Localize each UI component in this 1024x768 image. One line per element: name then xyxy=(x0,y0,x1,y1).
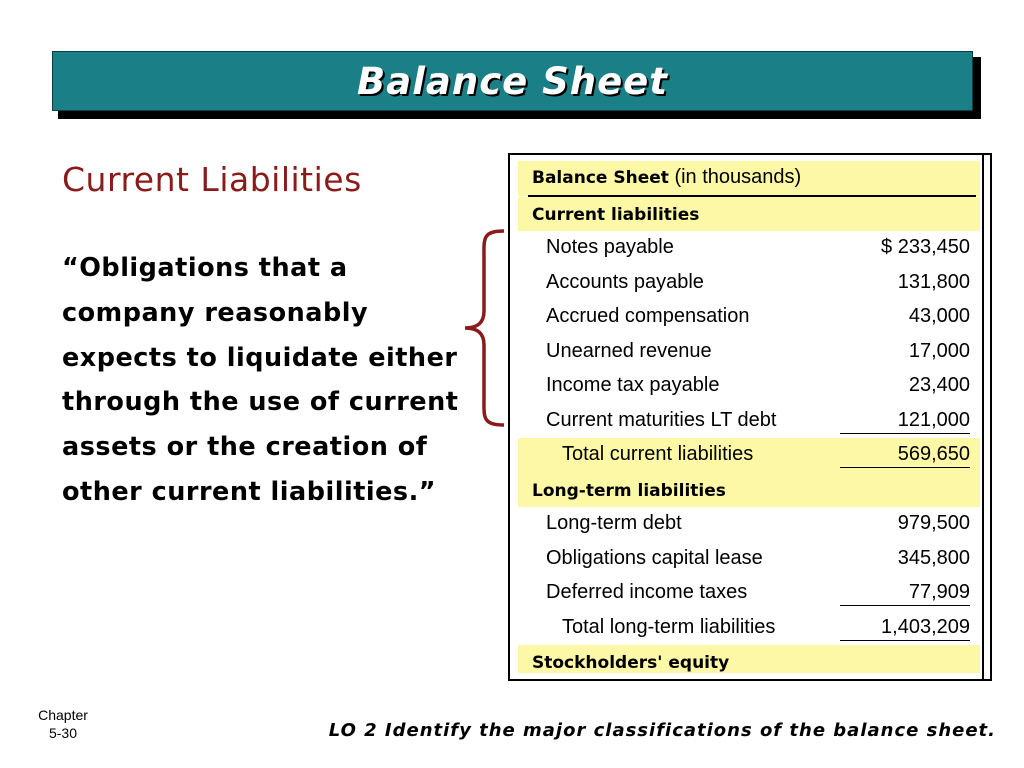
table-edge xyxy=(982,155,984,679)
row-value: 17,000 xyxy=(908,339,970,362)
row-value: 43,000 xyxy=(908,305,970,327)
row-label: Accounts payable xyxy=(546,270,704,293)
chapter-number: 5-30 xyxy=(48,725,78,741)
balance-sheet-body xyxy=(518,161,980,673)
row-value: 77,909 xyxy=(840,581,970,606)
table-row xyxy=(518,542,980,577)
row-label: Notes payable xyxy=(546,236,674,258)
table-row xyxy=(518,266,980,301)
row-value: 131,800 xyxy=(897,270,970,293)
row-value: $ 233,450 xyxy=(881,236,970,258)
longterm-total-row xyxy=(518,611,980,646)
table-row xyxy=(518,231,980,266)
longterm-total-label: Total long-term liabilities xyxy=(562,615,776,638)
chapter-word: Chapter xyxy=(38,707,88,723)
section-heading: Current Liabilities xyxy=(62,160,362,199)
title-bar xyxy=(52,51,973,111)
definition-quote: “Obligations that a company reasonably expects to liquidate either through the use of current assets or the creation of other current liabilities.” xyxy=(62,253,459,507)
current-total-value: 569,650 xyxy=(840,443,970,468)
table-row xyxy=(518,576,980,611)
slide-title: Balance Sheet xyxy=(357,59,668,103)
chapter-label xyxy=(28,706,98,742)
row-label: Current maturities LT debt xyxy=(546,408,777,431)
table-unit: (in thousands) xyxy=(668,166,802,188)
balance-sheet-table xyxy=(508,153,992,681)
longterm-liabilities-heading: Long-term liabilities xyxy=(532,480,726,501)
row-value: 345,800 xyxy=(897,546,970,569)
row-label: Deferred income taxes xyxy=(546,581,748,603)
row-label: Income tax payable xyxy=(546,374,720,396)
table-row xyxy=(518,369,980,404)
table-title-bold: Balance Sheet xyxy=(532,168,669,188)
current-liabilities-heading: Current liabilities xyxy=(532,204,700,225)
table-row xyxy=(518,335,980,370)
learning-objective: LO 2 Identify the major classifications of the balance sheet. xyxy=(328,720,996,741)
longterm-liabilities-heading-row xyxy=(518,473,980,508)
table-title xyxy=(532,166,801,189)
curly-brace-icon xyxy=(462,229,508,427)
row-label: Long-term debt xyxy=(546,512,682,534)
table-row xyxy=(518,404,980,439)
row-label: Obligations capital lease xyxy=(546,546,763,569)
current-liabilities-heading-row xyxy=(518,197,980,232)
row-label: Accrued compensation xyxy=(546,305,750,327)
table-title-row xyxy=(518,161,980,196)
row-value: 121,000 xyxy=(840,409,970,434)
row-value: 979,500 xyxy=(897,512,970,534)
longterm-total-value: 1,403,209 xyxy=(840,616,970,641)
equity-heading: Stockholders' equity xyxy=(532,653,730,673)
current-total-label: Total current liabilities xyxy=(562,443,754,465)
table-row xyxy=(518,507,980,542)
table-row xyxy=(518,300,980,335)
row-label: Unearned revenue xyxy=(546,339,712,362)
current-total-row xyxy=(518,438,980,473)
equity-heading-row xyxy=(518,645,980,673)
row-value: 23,400 xyxy=(908,374,970,396)
